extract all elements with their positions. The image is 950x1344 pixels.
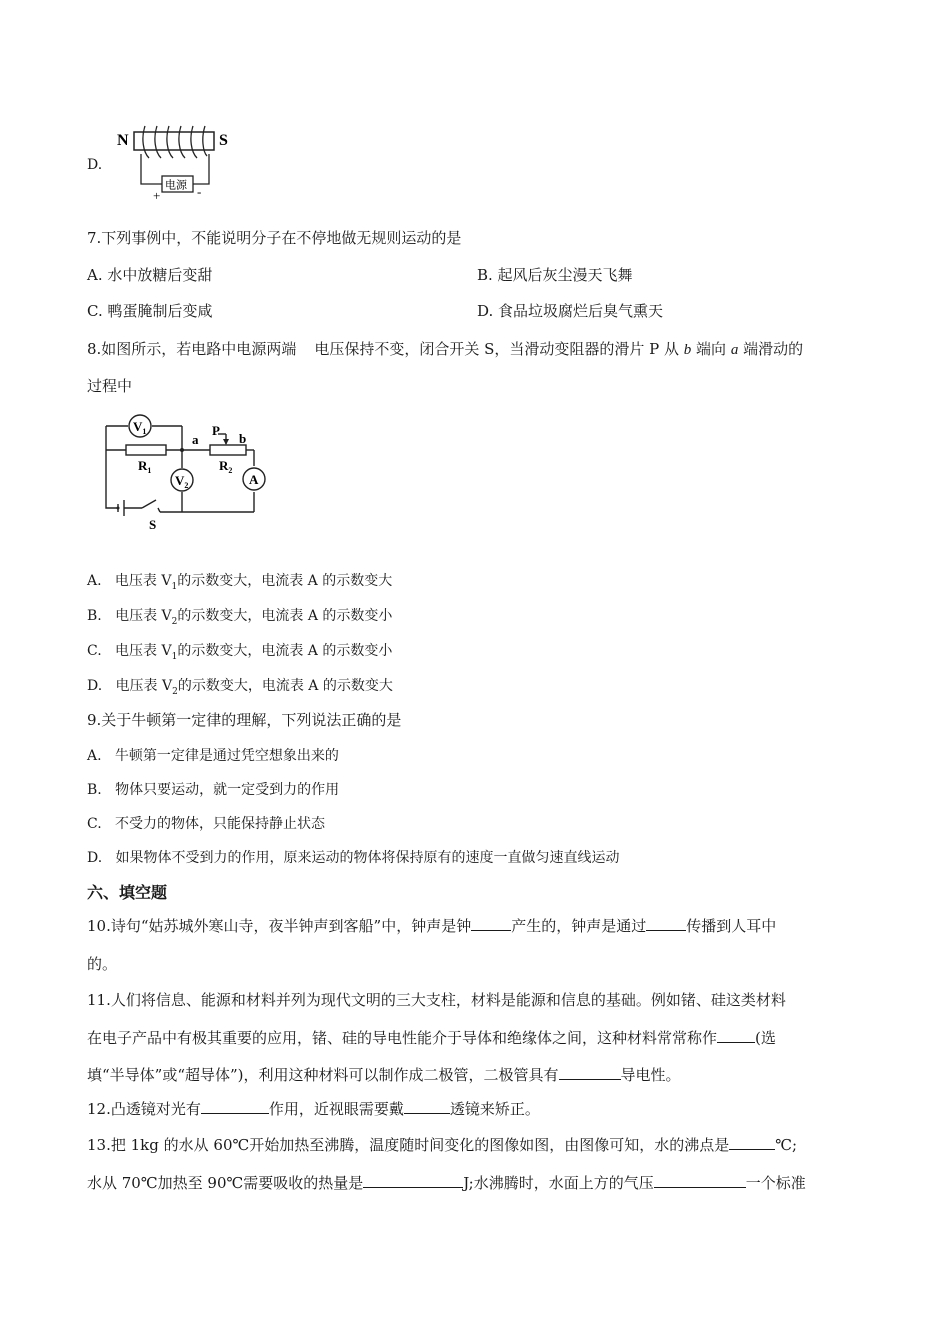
q12-line: 12.凸透镜对光有 作用，近视眼需要戴 透镜来矫正。 [87, 1100, 540, 1118]
switch-label: S [149, 517, 157, 532]
svg-text:V2: $V_2$ [175, 473, 189, 490]
terminal-a-label: a [192, 432, 199, 447]
q13-blank-3 [654, 1173, 746, 1188]
q8-option-c: C. 电压表 $V_1$的示数变大，电流表 A 的示数变小 [87, 643, 393, 662]
terminal-b-label: b [239, 431, 247, 446]
q10-blank-2 [646, 916, 686, 931]
section-title: 六、填空题 [87, 883, 168, 902]
slider-arrow [223, 439, 229, 445]
coil-windings [143, 126, 207, 158]
q8-option-d: D. 电压表 $V_2$的示数变大，电流表 A 的示数变大 [87, 678, 393, 697]
power-source-label: 电源 [165, 179, 187, 192]
q13-blank-2 [363, 1173, 463, 1188]
q8-stem: 8.如图所示，若电路中电源两端 电压保持不变，闭合开关 S，当滑动变阻器的滑片 P 从 b 端向 a 端滑动的 [87, 340, 804, 358]
q13-line2: 水从 70℃加热至 90℃需要吸收的热量是 J;水沸腾时，水面上方的气压 一个标准 [87, 1174, 806, 1192]
q7-option-d: D. 食品垃圾腐烂后臭气熏天 [477, 302, 664, 320]
q13-blank-1 [729, 1135, 775, 1150]
north-pole-label: N [117, 132, 129, 149]
q6-option-d-label: D. [87, 157, 103, 173]
q7-stem: 7.下列事例中，不能说明分子在不停地做无规则运动的是 [87, 229, 462, 247]
positive-terminal: + [153, 188, 161, 200]
q9-option-b: B. 物体只要运动，就一定受到力的作用 [87, 782, 340, 798]
q7-option-c: C. 鸭蛋腌制后变咸 [87, 302, 213, 320]
q9-option-c: C. 不受力的物体，只能保持静止状态 [87, 816, 326, 832]
q11-line2: 在电子产品中有极其重要的应用，锗、硅的导电性能介于导体和绝缘体之间，这种材料常常称作 (选 [87, 1029, 776, 1047]
slider-p-label: P [212, 423, 220, 438]
q9-option-a: A. 牛顿第一定律是通过凭空想象出来的 [87, 748, 339, 764]
solenoid-figure [115, 118, 235, 200]
svg-text:A: A [249, 472, 259, 487]
circuit-figure [98, 408, 268, 533]
q10-line2: 的。 [87, 955, 118, 973]
q11-blank-2 [559, 1065, 621, 1080]
q7-option-a: A. 水中放糖后变甜 [87, 266, 213, 284]
q11-line3: 填“半导体”或“超导体”)，利用这种材料可以制作成二极管，二极管具有 导电性。 [87, 1066, 681, 1084]
svg-text:V1: $V_1$ [133, 419, 147, 436]
south-pole-label: S [219, 132, 228, 149]
q12-blank-1 [201, 1099, 269, 1114]
negative-terminal: - [197, 184, 202, 199]
r2-label: $R_2$ [219, 458, 233, 475]
q10-blank-1 [471, 916, 511, 931]
q11-blank-1 [717, 1028, 755, 1043]
junction-dot [180, 448, 184, 452]
q13-line1: 13.把 1kg 的水从 60℃开始加热至沸腾，温度随时间变化的图像如图，由图像可知，水的沸点是 ℃; [87, 1136, 798, 1154]
q12-blank-2 [404, 1099, 450, 1114]
q9-option-d: D. 如果物体不受到力的作用，原来运动的物体将保持原有的速度一直做匀速直线运动 [87, 850, 620, 866]
r1-label: $R_1$ [138, 458, 152, 475]
q8-option-b: B. 电压表 $V_2$的示数变大，电流表 A 的示数变小 [87, 608, 393, 627]
q7-option-b: B. 起风后灰尘漫天飞舞 [477, 266, 633, 284]
q9-stem: 9.关于牛顿第一定律的理解，下列说法正确的是 [87, 711, 402, 729]
iron-core [134, 132, 214, 150]
q8-stem-line2: 过程中 [87, 377, 133, 395]
q11-line1: 11.人们将信息、能源和材料并列为现代文明的三大支柱，材料是能源和信息的基础。例如锗、硅这类材料 [87, 991, 786, 1009]
q8-option-a: A. 电压表 $V_1$的示数变大，电流表 A 的示数变大 [87, 573, 393, 592]
q10-line1: 10.诗句“姑苏城外寒山寺，夜半钟声到客船”中，钟声是钟 产生的，钟声是通过 传播到人耳中 [87, 917, 777, 935]
